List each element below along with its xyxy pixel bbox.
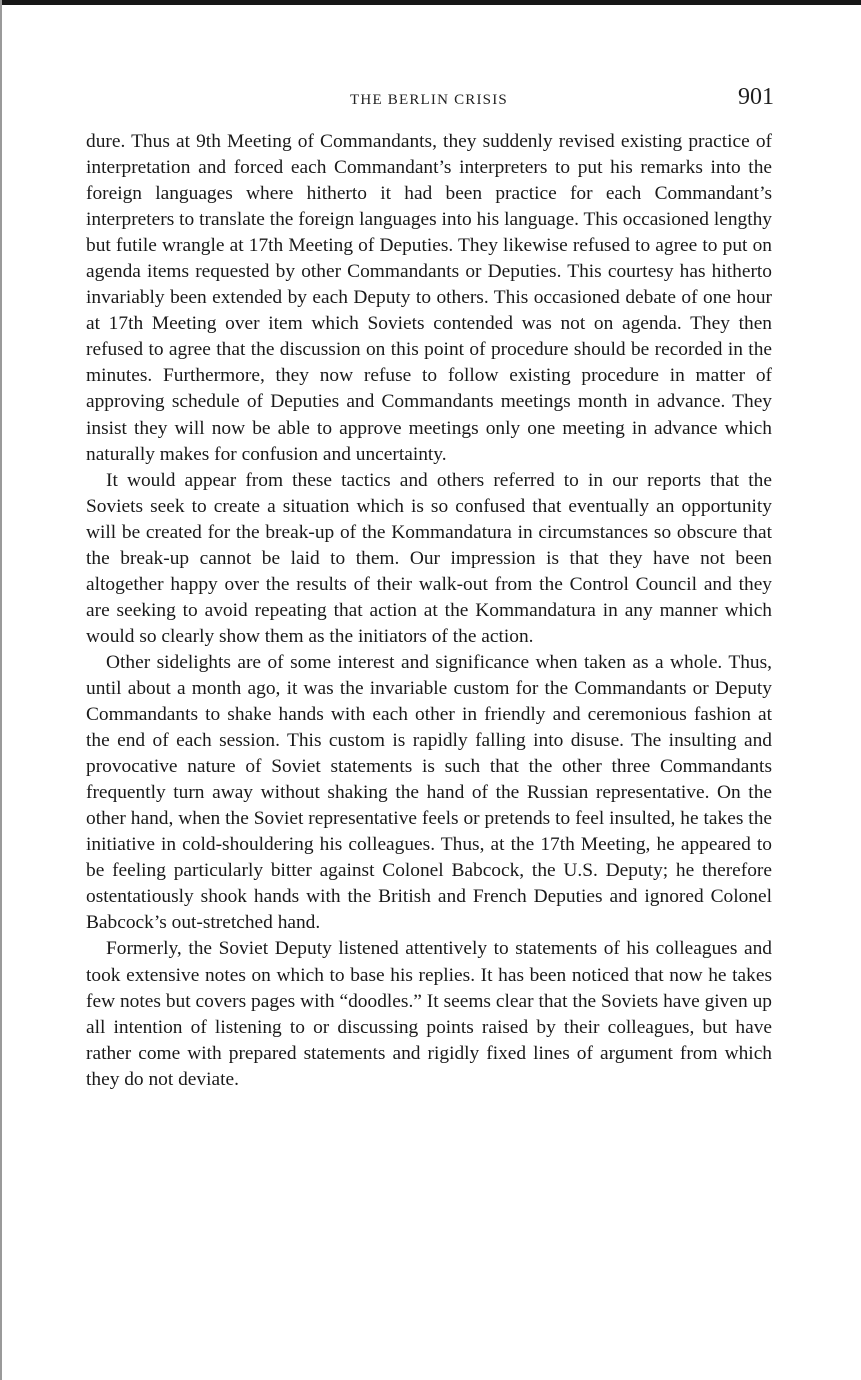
page-number: 901 (738, 84, 774, 110)
paragraph-soviet-tactics: It would appear from these tactics and others referred to in our reports that the Soviets seek to create a situation which is so confused that eventually an opportunity will be created for the break-up of the Kommandatura in circumstances so obscure that the break-up cannot be laid to them. Our impression is that they have not been altogether happy over the results of their walk-out from the Control Council and they are seeking to avoid repeating that action at the Kommandatura in any manner which would so clearly show them as the initiators of the action. (86, 469, 772, 647)
paragraph-sidelights: Other sidelights are of some interest and significance when taken as a whole. Thus, until about a month ago, it was the invariable custom for the Commandants or Deputy Commandants to shake hands with each other in friendly and ceremonious fashion at the end of each session. This custom is rapidly falling into disuse. The insulting and provocative nature of Soviet statements is such that the other three Commandants frequently turn away without shaking the hand of the Russian representative. On the other hand, when the Soviet representative feels or pretends to feel insulted, he takes the initiative in cold-shouldering his colleagues. Thus, at the 17th Meeting, he appeared to be feeling particularly bitter against Colonel Babcock, the U.S. Deputy; he therefore ostentatiously shook hands with the British and French Deputies and ignored Colonel Babcock’s out-stretched hand. (86, 651, 772, 934)
body-text (86, 129, 772, 1093)
running-head (86, 84, 772, 118)
paragraph-continued: dure. Thus at 9th Meeting of Commandants, they suddenly revised existing practice of interpretation and forced each Commandant’s interpreters to put his remarks into the foreign languages where hitherto it had been practice for each Commandant’s interpreters to translate the foreign languages into his language. This occasioned lengthy but futile wrangle at 17th Meeting of Deputies. They likewise refused to agree to put on agenda items requested by other Commandants or Deputies. This courtesy has hitherto invariably been extended by each Deputy to others. This occasioned debate of one hour at 17th Meeting over item which Soviets contended was not on agenda. They then refused to agree that the discussion on this point of procedure should be recorded in the minutes. Furthermore, they now refuse to follow existing procedure in matter of approving schedule of Deputies and Commandants meetings month in advance. They insist they will now be able to approve meetings only one meeting in advance which naturally makes for confusion and uncertainty. (86, 131, 772, 465)
running-title: THE BERLIN CRISIS (350, 92, 508, 108)
document-page (86, 84, 772, 1093)
page-left-edge (0, 0, 2, 1380)
paragraph-doodles: Formerly, the Soviet Deputy listened attentively to statements of his colleagues and took extensive notes on which to base his replies. It has been noticed that now he takes few notes but covers pages with “doodles.” It seems clear that the Soviets have given up all intention of listening to or discussing points raised by their colleagues, but have rather come with prepared statements and rigidly fixed lines of argument from which they do not deviate. (86, 938, 772, 1090)
page-top-edge (0, 0, 861, 5)
